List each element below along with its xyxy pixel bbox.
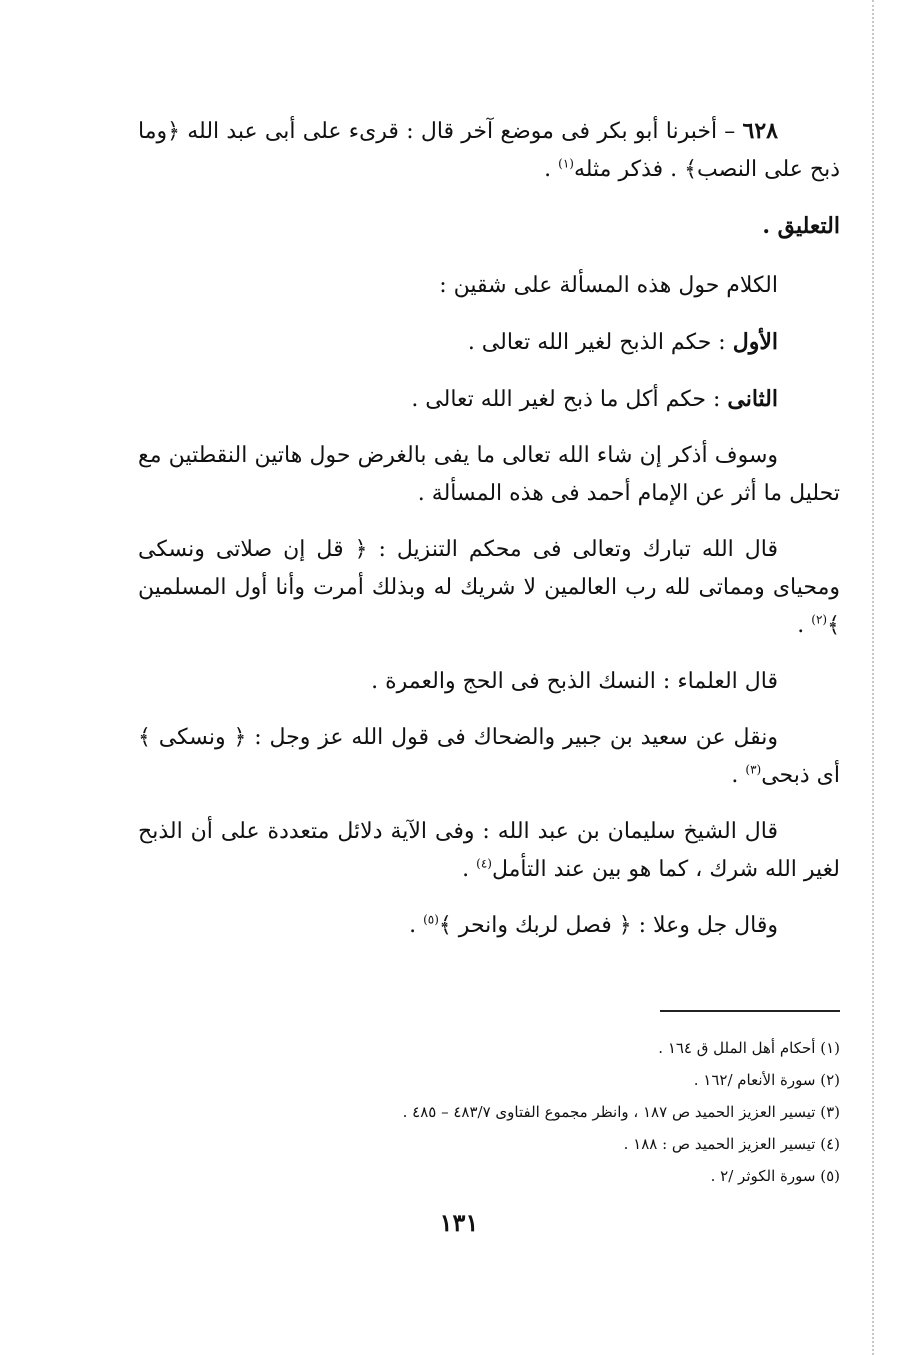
paragraph-scholars: قال العلماء : النسك الذبح فى الحج والعمرة . bbox=[371, 669, 778, 694]
scan-edge-dots bbox=[872, 0, 874, 1355]
point-label: الأول bbox=[732, 329, 778, 355]
footnote-item: (٥) سورة الكوثر /٢ . bbox=[710, 1167, 840, 1185]
footnote-divider bbox=[660, 1010, 840, 1012]
paragraph-sheikh: قال الشيخ سليمان بن عبد الله : وفى الآية دلائل متعددة على أن الذبح لغير الله شرك ، كما هو بين عند التأمل$^{(٤)}$ . bbox=[138, 819, 840, 882]
section-heading: التعليق . bbox=[762, 213, 840, 239]
paragraph-narration: ونقل عن سعيد بن جبير والضحاك فى قول الله عز وجل : ﴿ ونسكى ﴾ أى ذبحى$^{(٣)}$ . bbox=[138, 725, 840, 788]
page-number: ١٣١ bbox=[439, 1208, 479, 1237]
footnote-ref: (٥) bbox=[423, 912, 439, 927]
paragraph-plan: وسوف أذكر إن شاء الله تعالى ما يفى بالغرض حول هاتين النقطتين مع تحليل ما أثر عن الإمام أحمد فى هذه المسألة . bbox=[138, 443, 840, 506]
footnote-ref: (٤) bbox=[476, 856, 492, 871]
entry-number: ٦٢٨ bbox=[742, 118, 778, 144]
footnotes bbox=[200, 1032, 840, 1192]
footnote-ref: (٢) bbox=[811, 612, 828, 627]
main-text bbox=[138, 112, 840, 963]
footnote-ref: (١) bbox=[558, 156, 574, 171]
point-label: الثانى bbox=[727, 386, 778, 412]
footnote-item: (٢) سورة الأنعام /١٦٢ . bbox=[693, 1071, 840, 1089]
paragraph-second-point: الثانى : حكم أكل ما ذبح لغير الله تعالى . bbox=[411, 386, 778, 412]
footnote-ref: (٣) bbox=[745, 762, 762, 777]
paragraph-kawthar: وقال جل وعلا : ﴿ فصل لربك وانحر ﴾$^{(٥)}$ . bbox=[409, 912, 778, 938]
footnote-item: (٤) تيسير العزيز الحميد ص : ١٨٨ . bbox=[623, 1135, 840, 1153]
paragraph-intro: الكلام حول هذه المسألة على شقين : bbox=[439, 273, 778, 298]
paragraph-first-point: الأول : حكم الذبح لغير الله تعالى . bbox=[467, 329, 778, 355]
footnote-item: (١) أحكام أهل الملل ق ١٦٤ . bbox=[658, 1039, 840, 1057]
entry-628: ٦٢٨ – أخبرنا أبو بكر فى موضع آخر قال : قرىء على أبى عبد الله ﴿وما ذبح على النصب﴾ . فذكر مثله$^{(١)}$ . bbox=[138, 118, 840, 182]
paragraph-quran-verse: قال الله تبارك وتعالى فى محكم التنزيل : ﴿ قل إن صلاتى ونسكى ومحياى ومماتى لله رب العالمين لا شريك له وبذلك أمرت وأنا أول المسلمين ﴾$^{(٢)}$ . bbox=[138, 537, 840, 638]
footnote-item: (٣) تيسير العزيز الحميد ص ١٨٧ ، وانظر مجموع الفتاوى ٤٨٣/٧ – ٤٨٥ . bbox=[402, 1103, 840, 1121]
